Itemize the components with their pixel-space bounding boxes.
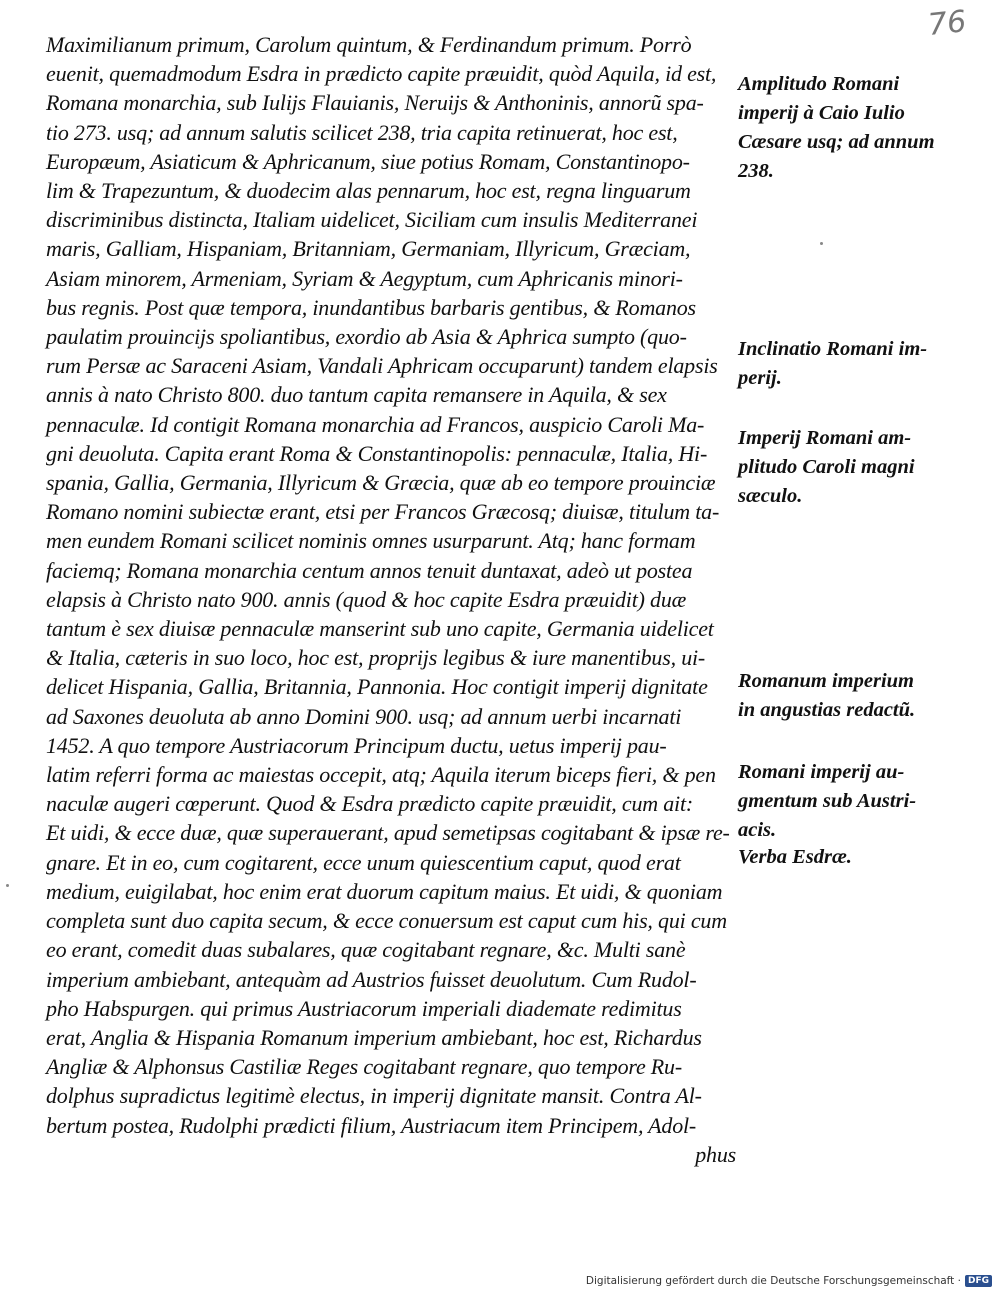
marginal-note-line: Imperij Romani am- (738, 427, 912, 449)
text-line: gni deuoluta. Capita erant Roma & Constantinopolis: pennaculæ, Italia, Hi- (46, 440, 708, 466)
text-line: tio 273. usq; ad annum salutis scilicet 238, tria capita retinuerat, hoc est, (46, 119, 678, 145)
text-line: Angliæ & Alphonsus Castiliæ Reges cogitabant regnare, quo tempore Ru- (46, 1054, 682, 1080)
text-line: Europæum, Asiaticum & Aphricanum, siue potius Romam, Constantinopo- (46, 148, 690, 174)
marginal-note-line: 238. (738, 160, 774, 182)
marginal-note-line: acis. (738, 819, 777, 841)
marginal-note-line: Amplitudo Romani (738, 73, 900, 95)
text-line: naculæ augeri cœperunt. Quod & Esdra prædicto capite præuidit, cum ait: (46, 791, 693, 817)
text-line: bus regnis. Post quæ tempora, inundantibus barbaris gentibus, & Romanos (46, 294, 696, 320)
text-line: maris, Galliam, Hispaniam, Britanniam, Germaniam, Illyricum, Græciam, (46, 236, 691, 262)
text-line: annis à nato Christo 800. duo tantum capita remansere in Aquila, & sex (46, 382, 667, 408)
text-line: faciemq; Romana monarchia centum annos tenuit duntaxat, adeò ut postea (46, 557, 693, 583)
text-line: Romano nomini subiectæ erant, etsi per Francos Græcosq; diuisæ, titulum ta- (46, 499, 720, 525)
marginal-note-augmentum (738, 758, 938, 845)
text-line: euenit, quemadmodum Esdra in prædicto capite præuidit, quòd Aquila, id est, (46, 61, 717, 87)
text-line: completa sunt duo capita secum, & ecce conuersum est caput cum his, qui cum (46, 908, 727, 934)
text-line: pho Habspurgen. qui primus Austriacorum imperiali diademate redimitus (46, 995, 682, 1021)
marginal-note-line: Verba Esdræ. (738, 846, 852, 868)
marginal-note-line: Romani imperij au- (738, 761, 905, 783)
dfg-logo: DFG (965, 1275, 992, 1287)
text-line: lim & Trapezuntum, & duodecim alas pennarum, hoc est, regna linguarum (46, 178, 691, 204)
text-line: rum Persæ ac Saraceni Asiam, Vandali Aphricam occuparunt) tandem elapsis (46, 353, 718, 379)
digitization-footer (586, 1275, 992, 1287)
marginal-note-verba-esdrae (738, 843, 938, 872)
text-line: eo erant, comedit duas subalares, quæ cogitabant regnare, &c. Multi sanè (46, 937, 686, 963)
marginal-note-line: perij. (738, 367, 782, 389)
text-line: gnare. Et in eo, cum cogitarent, ecce unum quiescentium caput, quod erat (46, 849, 681, 875)
text-line: discriminibus distincta, Italiam uidelicet, Siciliam cum insulis Mediterranei (46, 207, 698, 233)
text-line: Maximilianum primum, Carolum quintum, & Ferdinandum primum. Porrò (46, 32, 692, 57)
marginal-note-line: plitudo Caroli magni (738, 456, 915, 478)
text-line: & Italia, cæteris in suo loco, hoc est, proprijs legibus & iure manentibus, ui- (46, 645, 706, 671)
text-line: pennaculæ. Id contigit Romana monarchia ad Francos, auspicio Caroli Ma- (46, 411, 705, 437)
marginal-note-amplitudo-caroli (738, 424, 938, 511)
main-text-column (46, 30, 736, 1169)
text-line: tantum è sex diuisæ pennaculæ manserint sub uno capite, Germania uidelicet (46, 616, 714, 642)
marginal-note-angustias (738, 667, 938, 725)
marginal-note-inclinatio (738, 335, 938, 393)
text-line: Asiam minorem, Armeniam, Syriam & Aegyptum, cum Aphricanis minori- (46, 265, 683, 291)
marginal-note-line: in angustias redactũ. (738, 699, 916, 721)
text-line: imperium ambiebant, antequàm ad Austrios fuisset deuolutum. Cum Rudol- (46, 966, 697, 992)
marginal-note-line: gmentum sub Austri- (738, 790, 917, 812)
marginal-note-line: Romanum imperium (738, 670, 915, 692)
text-line: latim referri forma ac maiestas occepit, atq; Aquila iterum biceps fieri, & pen (46, 762, 716, 788)
text-line: delicet Hispania, Gallia, Britannia, Pannonia. Hoc contigit imperij dignitate (46, 674, 708, 700)
text-line: dolphus supradictus legitimè electus, in imperij dignitate mansit. Contra Al- (46, 1083, 702, 1109)
marginal-note-amplitudo (738, 70, 938, 186)
marginal-note-line: sæculo. (738, 485, 803, 507)
text-line: elapsis à Christo nato 900. annis (quod & hoc capite Esdra præuidit) duæ (46, 586, 687, 612)
text-line: bertum postea, Rudolphi prædicti filium, Austriacum item Principem, Adol- (46, 1112, 697, 1138)
text-line: paulatim prouincijs spoliantibus, exordio ab Asia & Aphrica sumpto (quo- (46, 324, 687, 350)
scan-speck (820, 242, 823, 245)
footer-text: Digitalisierung gefördert durch die Deutsche Forschungsgemeinschaft · (585, 1275, 961, 1287)
marginal-note-line: Inclinatio Romani im- (738, 338, 928, 360)
text-line: men eundem Romani scilicet nominis omnes usurparunt. Atq; hanc formam (46, 528, 696, 554)
scan-speck (6, 884, 9, 887)
marginal-note-line: imperij à Caio Iulio (738, 102, 905, 124)
text-line: ad Saxones deuoluta ab anno Domini 900. usq; ad annum uerbi incarnati (46, 703, 682, 729)
text-line: 1452. A quo tempore Austriacorum Principum ductu, uetus imperij pau- (46, 732, 667, 758)
text-line: Et uidi, & ecce duæ, quæ superauerant, apud semetipsas cogitabant & ipsæ re- (46, 820, 730, 846)
folio-number: 76 (926, 4, 968, 43)
text-line: medium, euigilabat, hoc enim erat duorum capitum maius. Et uidi, & quoniam (46, 878, 723, 904)
text-line: spania, Gallia, Germania, Illyricum & Græcia, quæ ab eo tempore prouinciæ (46, 470, 716, 496)
text-line: Romana monarchia, sub Iulijs Flauianis, Neruijs & Anthoninis, annorũ spa- (46, 90, 704, 116)
text-line: erat, Anglia & Hispania Romanum imperium ambiebant, hoc est, Richardus (46, 1024, 702, 1050)
marginal-note-line: Cæsare usq; ad annum (738, 131, 935, 153)
text-line: phus (695, 1141, 736, 1167)
